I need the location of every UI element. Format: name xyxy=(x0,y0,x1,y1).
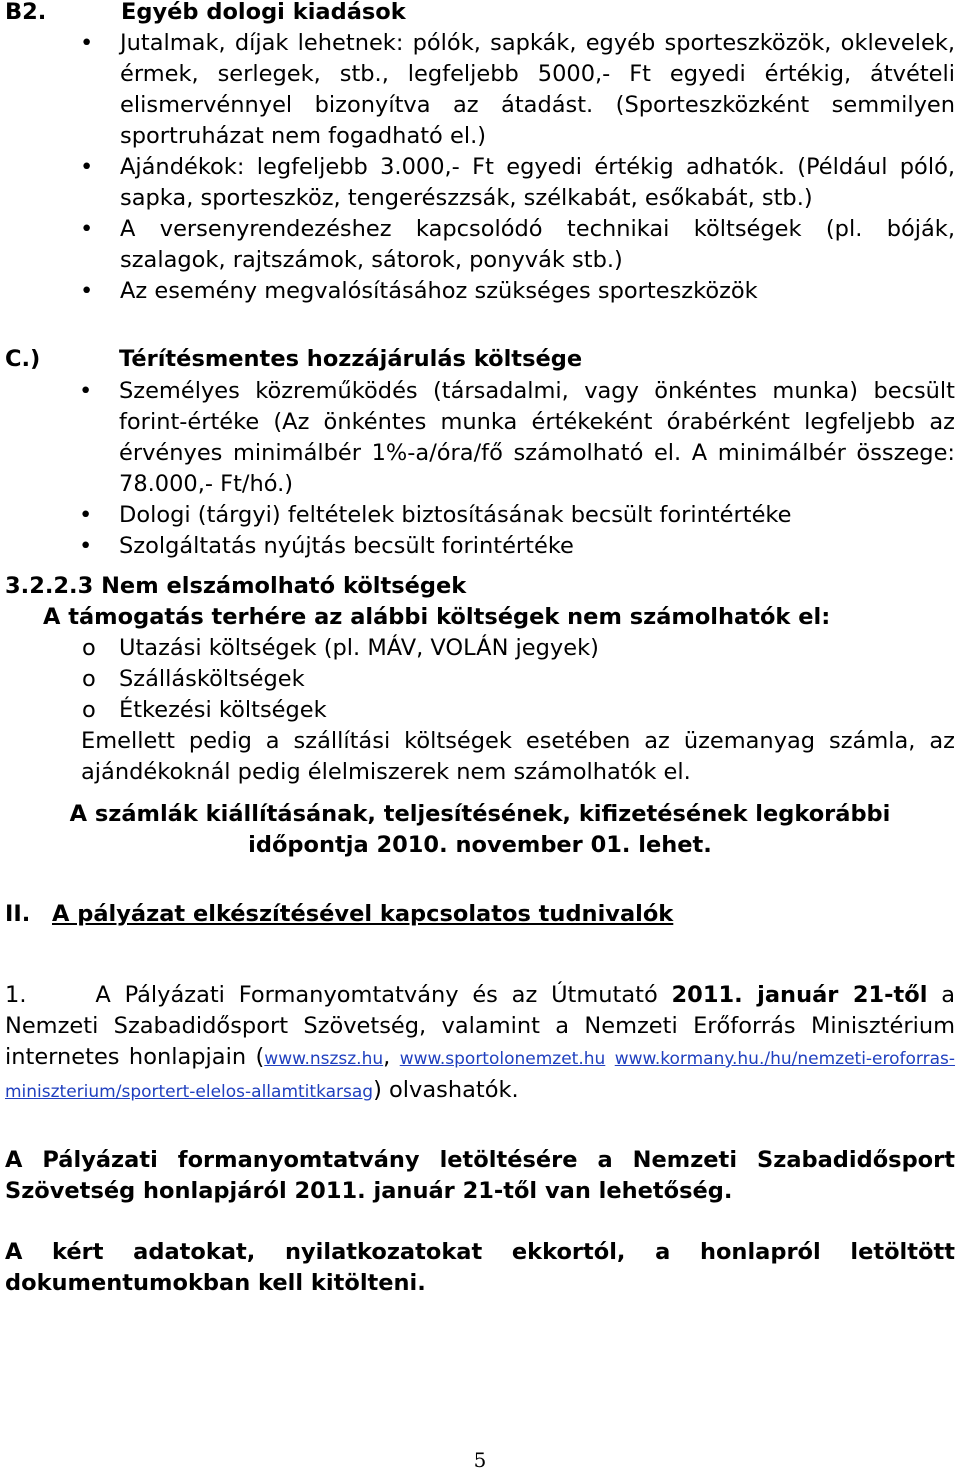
bullet-icon: • xyxy=(79,502,93,528)
paragraph-3: A kért adatokat, nyilatkozatokat ekkortól, a honlapról letöltött dokumentumokban kell kitölteni. xyxy=(5,1239,955,1296)
section-ii-title: A pályázat elkészítésével kapcsolatos tudnivalók xyxy=(52,901,674,927)
bullet-icon: • xyxy=(80,154,94,180)
list-item: o Utazási költségek (pl. MÁV, VOLÁN jegyek) xyxy=(119,633,955,664)
bullet-icon: • xyxy=(79,378,93,404)
section-c-list xyxy=(79,376,955,562)
link-nszsz[interactable]: www.nszsz.hu xyxy=(264,1049,384,1069)
section-ii-heading xyxy=(5,899,674,930)
list-item: • Az esemény megvalósításához szükséges sporteszközök xyxy=(120,276,955,307)
paragraph-1-date: 2011. január 21-től xyxy=(671,982,928,1008)
section-c-number: C.) xyxy=(5,346,41,372)
section-3223-subheading: A támogatás terhére az alábbi költségek nem számolhatók el: xyxy=(43,604,831,630)
paragraph-1: 1. A Pályázati Formanyomtatvány és az Útmutató 2011. január 21-től a Nemzeti Szabadidősport Szövetség, valamint a Nemzeti Erőforrás Minisztérium internetes honlapjain (www.nszsz.hu, www.sportolonemzet.hu www.kormany.hu./hu/nemzeti-eroforras-miniszterium/sportert-elelos-allamtitkarsag) olvashatók. xyxy=(5,982,956,1103)
section-b2-number: B2. xyxy=(5,0,47,25)
bullet-icon: • xyxy=(80,30,94,56)
link-sportolonemzet[interactable]: www.sportolonemzet.hu xyxy=(399,1049,606,1069)
list-item: • Dologi (tárgyi) feltételek biztosításának becsült forintértéke xyxy=(119,500,955,531)
link-kormany[interactable]: www.kormany.hu./hu/nemzeti-eroforras-miniszterium/sportert-elelos-allamtitkarsag xyxy=(5,1049,956,1102)
paragraph-1-number: 1. xyxy=(5,982,27,1008)
section-c-title: Térítésmentes hozzájárulás költsége xyxy=(119,346,583,372)
bullet-icon: • xyxy=(80,216,94,242)
bullet-icon: • xyxy=(79,533,93,559)
section-c-heading xyxy=(5,344,583,375)
section-3223-heading: 3.2.2.3 Nem elszámolható költségek xyxy=(5,573,467,599)
section-3223-note: Emellett pedig a szállítási költségek esetében az üzemanyag számla, az ajándékoknál pedig élelmiszerek nem számolhatók el. xyxy=(81,728,955,785)
list-item: • Jutalmak, díjak lehetnek: pólók, sapkák, egyéb sporteszközök, oklevelek, érmek, serlegek, stb., legfeljebb 5000,- Ft egyedi értékig, átvételi elismervénnyel bizonyítva az átadást. (Sporteszközként semmilyen sportruházat nem fogadható el.) xyxy=(80,30,955,149)
paragraph-2: A Pályázati formanyomtatvány letöltésére a Nemzeti Szabadidősport Szövetség honlapjáról 2011. január 21-től van lehetőség. xyxy=(5,1147,955,1204)
circle-bullet-icon: o xyxy=(82,666,96,692)
section-b2-heading xyxy=(5,0,406,28)
list-item: • Ajándékok: legfeljebb 3.000,- Ft egyedi értékig adhatók. (Például póló, sapka, sporteszköz, tengerészzsák, szélkabát, esőkabát, stb.) xyxy=(80,154,955,211)
bullet-icon: • xyxy=(80,278,94,304)
section-3223-list xyxy=(82,633,955,726)
page-number: 5 xyxy=(473,1448,487,1472)
circle-bullet-icon: o xyxy=(82,697,96,723)
list-item: o Étkezési költségek xyxy=(119,695,955,726)
list-item: o Szállásköltségek xyxy=(119,664,955,695)
list-item: • Személyes közreműködés (társadalmi, vagy önkéntes munka) becsült forint-értéke (Az önkéntes munka értékeként órabérként legfeljebb az érvényes minimálbér 1%-a/óra/fő számolható el. A minimálbér összege: 78.000,- Ft/hó.) xyxy=(79,378,955,497)
deadline-notice: A számlák kiállításának, teljesítésének, kifizetésének legkorábbi időpontja 2010. november 01. lehet. xyxy=(69,801,891,858)
list-item: • Szolgáltatás nyújtás becsült forintértéke xyxy=(119,531,955,562)
section-b2-title: Egyéb dologi kiadások xyxy=(121,0,406,25)
section-b2-list xyxy=(80,28,955,307)
section-ii-number: II. xyxy=(5,901,31,927)
circle-bullet-icon: o xyxy=(82,635,96,661)
list-item: • A versenyrendezéshez kapcsolódó technikai költségek (pl. bóják, szalagok, rajtszámok, sátorok, ponyvák stb.) xyxy=(80,216,955,273)
